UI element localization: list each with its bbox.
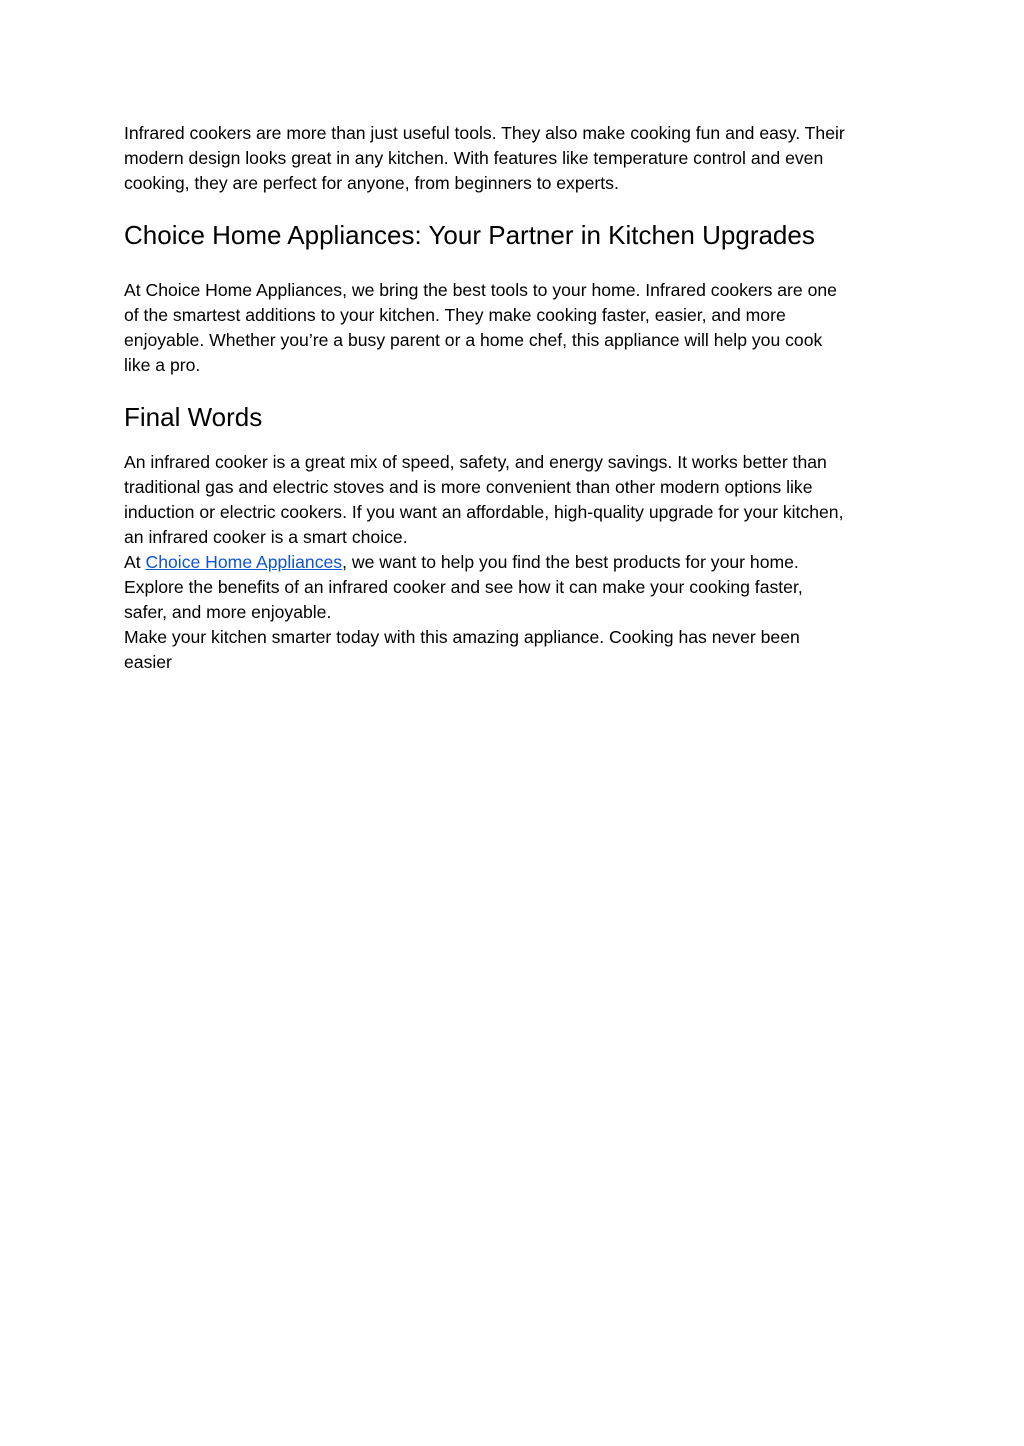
text-line: safer, and more enjoyable.	[124, 602, 332, 622]
choice-home-appliances-link[interactable]: Choice Home Appliances	[145, 552, 343, 572]
text-line: Infrared cookers are more than just useful tools. They also make cooking fun and easy. Their	[124, 123, 845, 143]
text-line: Explore the benefits of an infrared cooker and see how it can make your cooking faster,	[124, 577, 803, 597]
partner-section-heading: Choice Home Appliances: Your Partner in Kitchen Upgrades	[124, 220, 815, 250]
text-line: An infrared cooker is a great mix of speed, safety, and energy savings. It works better than	[124, 452, 827, 472]
partner-section-paragraph	[124, 278, 904, 378]
text-line: induction or electric cookers. If you want an affordable, high-quality upgrade for your kitchen,	[124, 502, 844, 522]
link-line-prefix: At	[124, 552, 146, 572]
link-line-suffix: , we want to help you find the best products for your home.	[342, 552, 799, 572]
final-words-heading: Final Words	[124, 402, 263, 432]
final-words-paragraph	[124, 450, 904, 675]
text-line: easier	[124, 652, 172, 672]
text-line: modern design looks great in any kitchen. With features like temperature control and even	[124, 148, 824, 168]
link-line	[124, 550, 904, 575]
intro-paragraph	[124, 121, 904, 196]
document-page	[124, 121, 904, 675]
text-line: enjoyable. Whether you’re a busy parent or a home chef, this appliance will help you cook	[124, 330, 823, 350]
text-line: Make your kitchen smarter today with this amazing appliance. Cooking has never been	[124, 627, 800, 647]
text-line: At Choice Home Appliances, we bring the best tools to your home. Infrared cookers are one	[124, 280, 837, 300]
text-line: an infrared cooker is a smart choice.	[124, 527, 408, 547]
text-line: traditional gas and electric stoves and is more convenient than other modern options like	[124, 477, 813, 497]
text-line: of the smartest additions to your kitchen. They make cooking faster, easier, and more	[124, 305, 786, 325]
text-line: cooking, they are perfect for anyone, from beginners to experts.	[124, 173, 619, 193]
text-line: like a pro.	[124, 355, 201, 375]
